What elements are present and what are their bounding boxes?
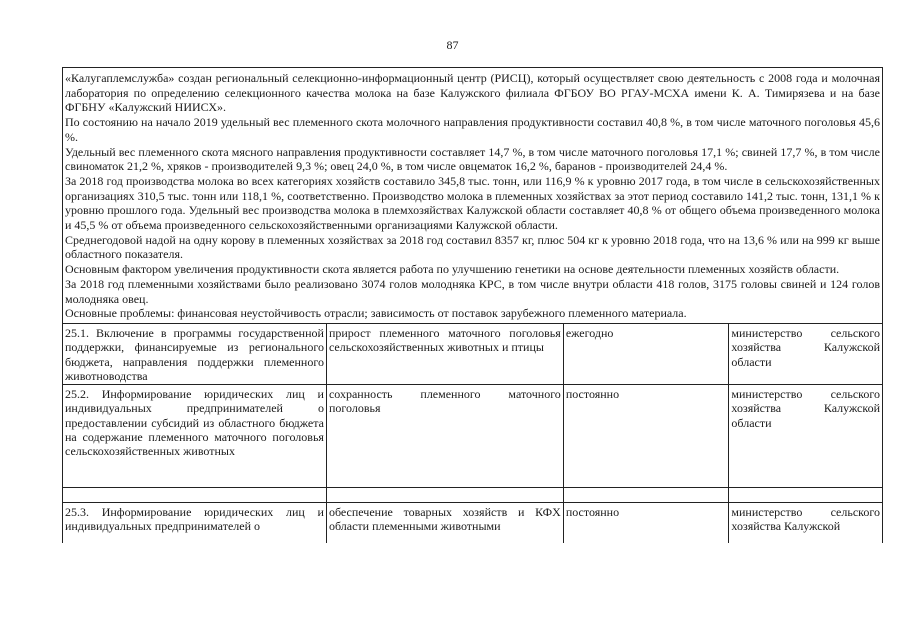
- paragraph-risc: «Калугаплемслужба» создан региональный селекционно-информационный центр (РИСЦ), который осуществляет свою деятельность с 2008 года и молочная лаборатория по определению селекционного качества молока на базе Калужского филиала ФГБОУ ВО РГАУ-МСХА имени К. А. Тимирязева и на базе ФГБНУ «Калужский НИИСХ».: [65, 71, 880, 115]
- measures-table: [63, 324, 882, 543]
- measure-cell: 25.1. Включение в программы государственной поддержки, финансируемые из регионального бюджета, направления поддержки племенного животноводства: [63, 324, 326, 385]
- table-spacer-row: [63, 487, 882, 502]
- result-cell: прирост племенного маточного поголовья сельскохозяйственных животных и птицы: [326, 324, 563, 385]
- table-row: [63, 502, 882, 543]
- summary-text-block: [63, 68, 882, 324]
- term-cell: постоянно: [563, 502, 729, 543]
- term-cell: постоянно: [563, 384, 729, 487]
- table-row: [63, 384, 882, 487]
- executor-cell: министерство сельского хозяйства Калужской области: [729, 324, 882, 385]
- paragraph-sales: За 2018 год племенными хозяйствами было реализовано 3074 голов молодняка КРС, в том числе внутри области 418 голов, 3175 головы свиней и 124 голов молодняка овец.: [65, 276, 880, 306]
- content-frame: [62, 67, 883, 543]
- term-cell: ежегодно: [563, 324, 729, 385]
- result-cell: обеспечение товарных хозяйств и КФХ области племенными животными: [326, 502, 563, 543]
- paragraph-milk-production: За 2018 год производства молока во всех категориях хозяйств составило 345,8 тыс. тонн, или 116,9 % к уровню 2017 года, в том числе в сельскохозяйственных организациях 310,5 тыс. тонн или 118,1 %, соответственно. Производство молока в племенных хозяйствах за этот период составило 141,2 тыс. тонн, 131,1 % к уровню прошлого года. Удельный вес производства молока в племхозяйствах Калужской области составляет 40,8 % от общего объема произведенного молока и 45,5 % от объема произведенного сельскохозяйственными организациями Калужской области.: [65, 173, 880, 233]
- paragraph-genetics: Основным фактором увеличения продуктивности скота является работа по улучшению генетики на основе деятельности племенных хозяйств области.: [65, 262, 840, 277]
- executor-cell: министерство сельского хозяйства Калужской: [731, 504, 880, 534]
- measure-cell: 25.3. Информирование юридических лиц и индивидуальных предпринимателей о: [63, 502, 326, 543]
- table-row: [63, 324, 882, 385]
- paragraph-meat-share: Удельный вес племенного скота мясного направления продуктивности составляет 14,7 %, в том числе маточного поголовья 17,1 %; свиней 17,7 %, в том числе свиноматок 21,2 %, хряков - производителей 9,3 %; овец 24,0 %, в том числе овцематок 16,2 %, баранов - производителей 24,4 %.: [65, 144, 880, 174]
- result-cell: сохранность племенного маточного поголовья: [326, 384, 563, 487]
- paragraph-milk-yield: Среднегодовой надой на одну корову в племенных хозяйствах за 2018 год составил 8357 кг, плюс 504 кг к уровню 2018 года, что на 13,6 % или на 999 кг выше областного показателя.: [65, 232, 880, 262]
- executor-cell: министерство сельского хозяйства Калужской области: [729, 384, 882, 487]
- page-number: 87: [446, 38, 459, 52]
- paragraph-problems: Основные проблемы: финансовая неустойчивость отрасли; зависимость от поставок зарубежного племенного материала.: [65, 306, 687, 321]
- paragraph-dairy-share: По состоянию на начало 2019 удельный вес племенного скота молочного направления продуктивности составил 40,8 %, в том числе маточного поголовья 45,6 %.: [65, 115, 880, 144]
- measure-cell: 25.2. Информирование юридических лиц и индивидуальных предпринимателей о предоставлении субсидий из областного бюджета на содержание племенного маточного поголовья сельскохозяйственных животных: [63, 384, 326, 487]
